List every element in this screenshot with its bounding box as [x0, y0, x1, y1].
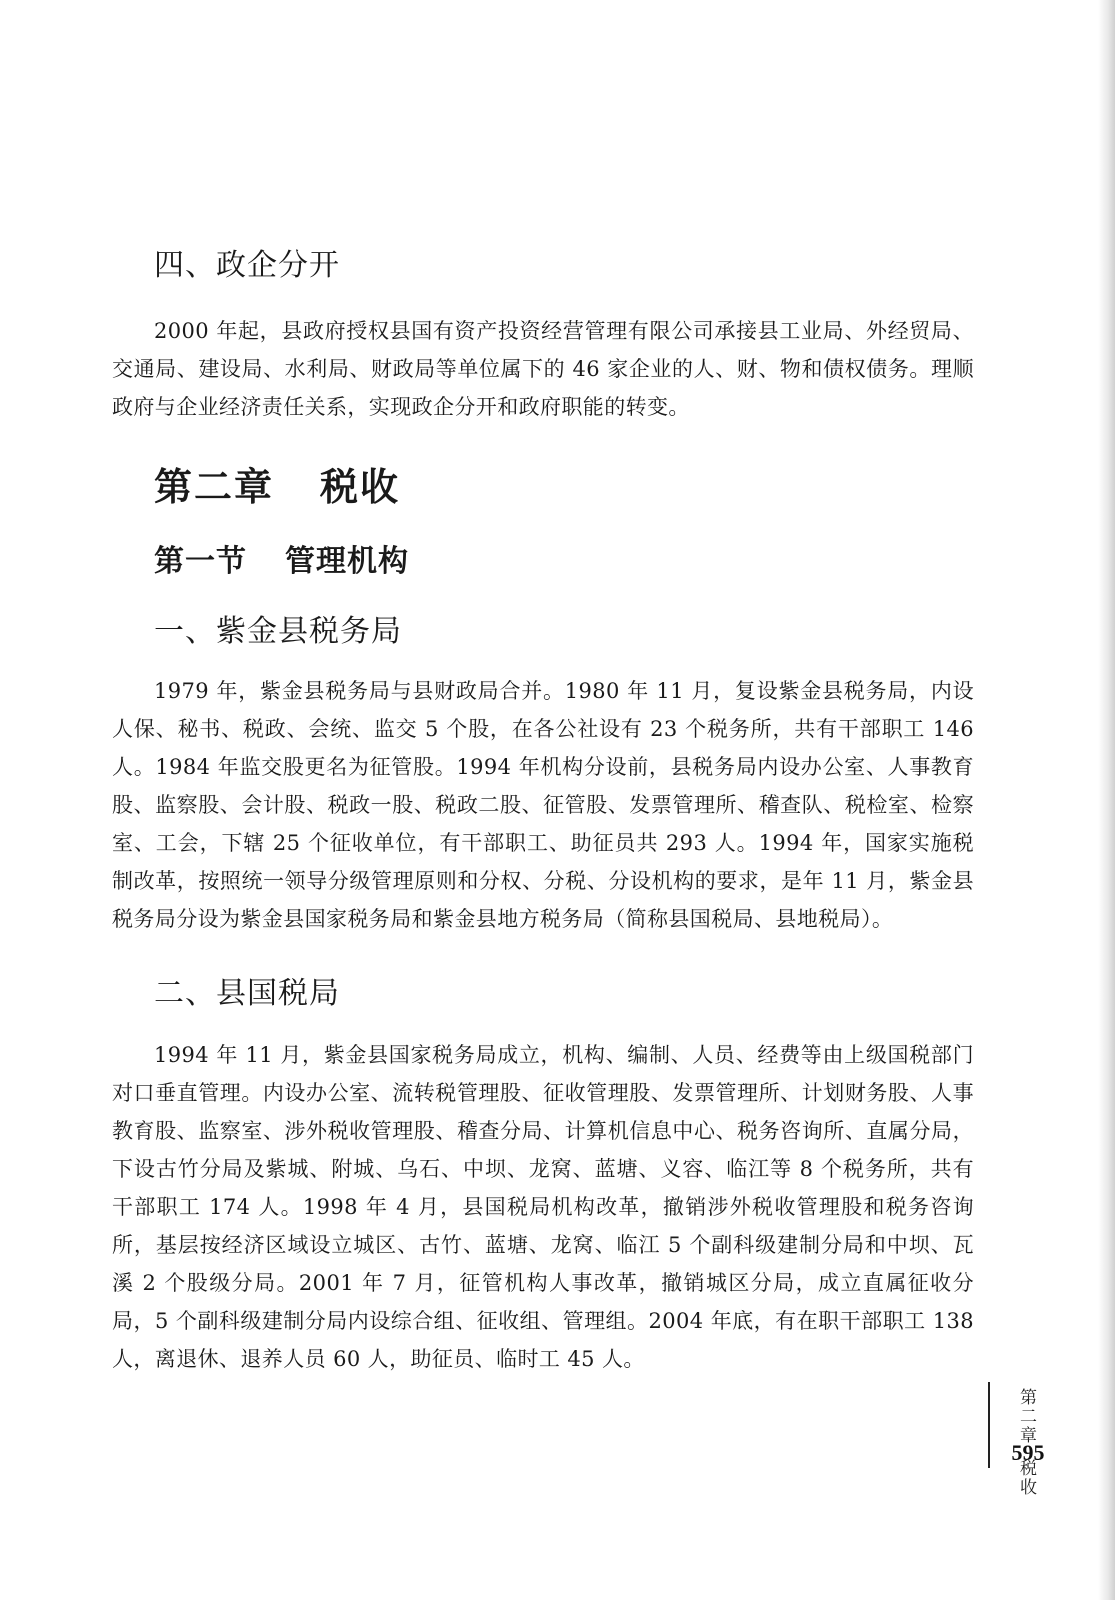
subsection-two-heading: 二、县国税局: [154, 976, 340, 1011]
margin-chapter-label: 第二章: [1016, 1388, 1036, 1445]
chapter-number: 第二章: [154, 464, 275, 509]
section-four-heading: 四、政企分开: [154, 248, 340, 283]
page-number: 595: [1011, 1440, 1045, 1465]
chapter-heading: [112, 462, 974, 512]
subsection-two-paragraph: 1994 年 11 月，紫金县国家税务局成立，机构、编制、人员、经费等由上级国税部门对口垂直管理。内设办公室、流转税管理股、征收管理股、发票管理所、计划财务股、人事教育股、监察室、涉外税收管理股、稽查分局、计算机信息中心、税务咨询所、直属分局，下设古竹分局及紫城、附城、乌石、中坝、龙窝、蓝塘、义容、临江等 8 个税务所，共有干部职工 174 人。1998 年 4 月，县国税局机构改革，撤销涉外税收管理股和税务咨询所，基层按经济区域设立城区、古竹、蓝塘、龙窝、临江 5 个副科级建制分局和中坝、瓦溪 2 个股级分局。2001 年 7 月，征管机构人事改革，撤销城区分局，成立直属征收分局，5 个副科级建制分局内设综合组、征收组、管理组。2004 年底，有在职干部职工 138 人，离退休、退养人员 60 人，助征员、临时工 45 人。: [112, 1043, 974, 1371]
margin-rule: [988, 1382, 990, 1468]
subsection-one-paragraph: 1979 年，紫金县税务局与县财政局合并。1980 年 11 月，复设紫金县税务局，内设人保、秘书、税政、会统、监交 5 个股，在各公社设有 23 个税务所，共有干部职工 146 人。1984 年监交股更名为征管股。1994 年机构分设前，县税务局内设办公室、人事教育股、监察股、会计股、税政一股、税政二股、征管股、发票管理所、稽查队、税检室、检察室、工会，下辖 25 个征收单位，有干部职工、助征员共 293 人。1994 年，国家实施税制改革，按照统一领导分级管理原则和分权、分税、分设机构的要求，是年 11 月，紫金县税务局分设为紫金县国家税务局和紫金县地方税务局（简称县国税局、县地税局）。: [112, 679, 974, 931]
margin-topic-label: 税收: [1016, 1459, 1036, 1497]
section-heading: [112, 542, 974, 582]
subsection-one-heading: 一、紫金县税务局: [154, 614, 402, 649]
section-four-paragraph: 2000 年起，县政府授权县国有资产投资经营管理有限公司承接县工业局、外经贸局、交通局、建设局、水利局、财政局等单位属下的 46 家企业的人、财、物和债权债务。理顺政府与企业经济责任关系，实现政企分开和政府职能的转变。: [112, 319, 974, 419]
page-body: [112, 246, 974, 1378]
chapter-title: 税收: [320, 464, 401, 509]
section-number: 第一节: [154, 544, 247, 579]
section-title: 管理机构: [285, 544, 409, 579]
scan-edge-shadow: [1098, 0, 1115, 1600]
